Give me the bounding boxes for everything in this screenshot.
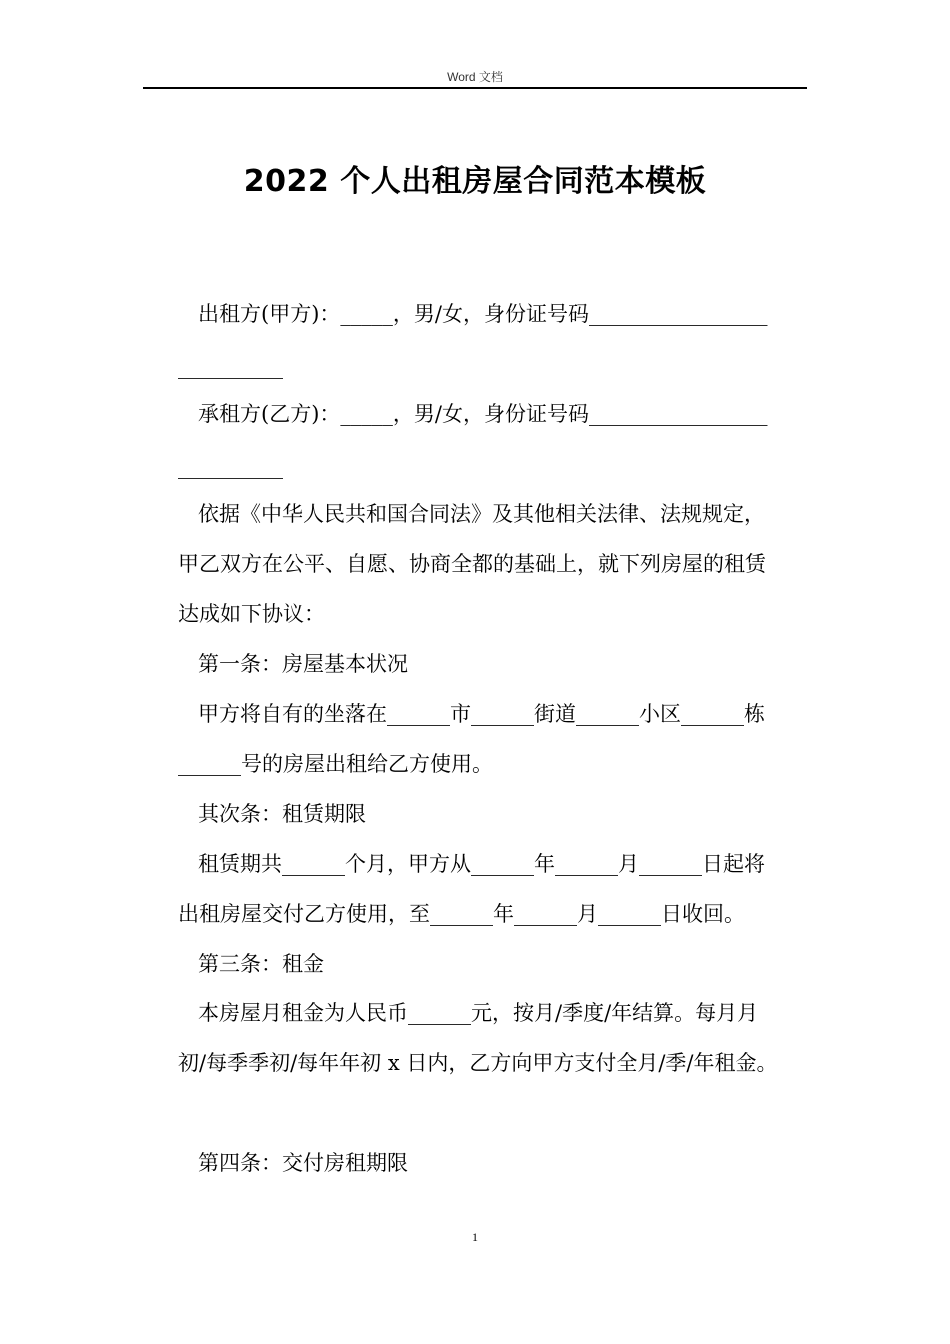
body-line: __________ bbox=[178, 455, 283, 479]
body-line: 出租房屋交付乙方使用，至______年______月______日收回。 bbox=[178, 902, 745, 926]
body-line: 初/每季季初/每年年初 x 日内，乙方向甲方支付全月/季/年租金。 bbox=[178, 1051, 778, 1075]
body-line: 承租方(乙方)：_____，男/女，身份证号码_________________ bbox=[198, 402, 768, 426]
section-heading: 第三条：租金 bbox=[198, 952, 324, 976]
document-title: 2022 个人出租房屋合同范本模板 bbox=[243, 164, 707, 199]
body-line: 甲乙双方在公平、自愿、协商全都的基础上，就下列房屋的租赁 bbox=[178, 552, 766, 576]
body-line: 租赁期共______个月，甲方从______年______月______日起将 bbox=[198, 852, 765, 876]
body-line: 甲方将自有的坐落在______市______街道______小区______栋 bbox=[198, 702, 765, 726]
body-line: ______号的房屋出租给乙方使用。 bbox=[178, 752, 493, 776]
section-heading: 第四条：交付房租期限 bbox=[198, 1151, 408, 1175]
header-rule bbox=[143, 87, 807, 89]
body-line: 本房屋月租金为人民币______元，按月/季度/年结算。每月月 bbox=[198, 1001, 759, 1025]
body-line: 出租方(甲方)：_____，男/女，身份证号码_________________ bbox=[198, 302, 768, 326]
section-heading: 其次条：租赁期限 bbox=[198, 802, 366, 826]
header-label: Word 文档 bbox=[447, 70, 503, 84]
body-line: 达成如下协议： bbox=[178, 602, 325, 626]
body-line: 依据《中华人民共和国合同法》及其他相关法律、法规规定， bbox=[198, 502, 765, 526]
section-heading: 第一条：房屋基本状况 bbox=[198, 652, 408, 676]
page-number: 1 bbox=[472, 1230, 478, 1244]
body-line: __________ bbox=[178, 355, 283, 379]
